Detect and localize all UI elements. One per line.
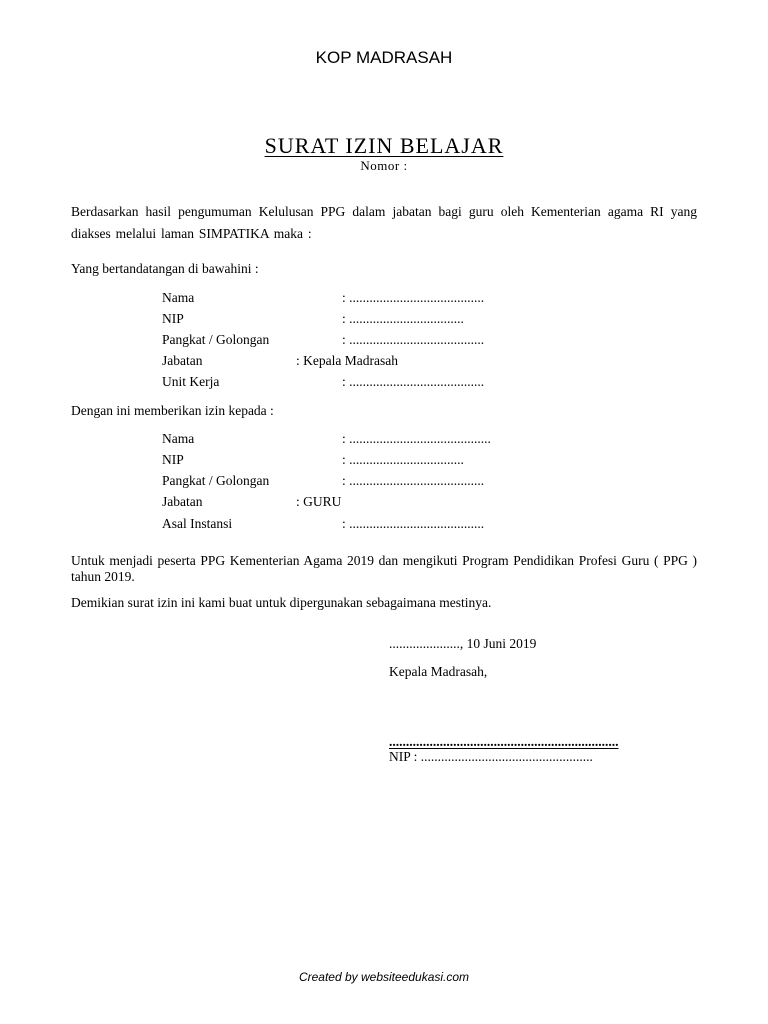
grantee-nip-value: : .................................. bbox=[342, 452, 464, 467]
signer-jabatan-value: : Kepala Madrasah bbox=[296, 353, 398, 368]
signer-heading: Yang bertandatangan di bawahini : bbox=[71, 261, 259, 276]
letter-title bbox=[0, 133, 768, 159]
grantee-pangkat-value: : ........................................ bbox=[342, 473, 485, 488]
letter-number: Nomor : bbox=[360, 158, 408, 173]
intro-paragraph: Berdasarkan hasil pengumuman Kelulusan PPG dalam jabatan bagi guru oleh Kementerian agama RI yang diakses melalui laman SIMPATIKA maka : bbox=[71, 204, 697, 241]
signature-position: Kepala Madrasah, bbox=[389, 664, 488, 679]
signer-nama-value: : ........................................ bbox=[342, 290, 485, 305]
signer-nip-label: NIP bbox=[162, 311, 184, 326]
signer-unit-value: : ........................................ bbox=[342, 374, 485, 389]
letter-title-text: SURAT IZIN BELAJAR bbox=[264, 133, 504, 158]
grantee-asal-label: Asal Instansi bbox=[162, 516, 233, 531]
grantee-heading: Dengan ini memberikan izin kepada : bbox=[71, 403, 274, 418]
grantee-nama-value: : .......................................... bbox=[342, 431, 491, 446]
signature-name-line: .................................................................... bbox=[389, 734, 619, 749]
signature-place-date: ....................., 10 Juni 2019 bbox=[389, 636, 537, 651]
grantee-jabatan-value: : GURU bbox=[296, 494, 342, 509]
signer-unit-label: Unit Kerja bbox=[162, 374, 220, 389]
grantee-asal-value: : ........................................ bbox=[342, 516, 485, 531]
letterhead-kop: KOP MADRASAH bbox=[315, 48, 453, 67]
signer-nip-value: : .................................. bbox=[342, 311, 464, 326]
grantee-nama-label: Nama bbox=[162, 431, 195, 446]
grantee-pangkat-label: Pangkat / Golongan bbox=[162, 473, 270, 488]
grantee-jabatan-label: Jabatan bbox=[162, 494, 203, 509]
signature-nip: NIP : ................................................... bbox=[389, 749, 593, 764]
grantee-nip-label: NIP bbox=[162, 452, 184, 467]
footer-credit: Created by websiteedukasi.com bbox=[298, 970, 470, 984]
signer-pangkat-label: Pangkat / Golongan bbox=[162, 332, 270, 347]
signer-jabatan-label: Jabatan bbox=[162, 353, 203, 368]
signer-nama-label: Nama bbox=[162, 290, 195, 305]
closing-paragraph: Demikian surat izin ini kami buat untuk dipergunakan sebagaimana mestinya. bbox=[71, 595, 492, 610]
purpose-paragraph: Untuk menjadi peserta PPG Kementerian Agama 2019 dan mengikuti Program Pendidikan Profesi Guru ( PPG ) tahun 2019. bbox=[71, 553, 697, 584]
signer-pangkat-value: : ........................................ bbox=[342, 332, 485, 347]
